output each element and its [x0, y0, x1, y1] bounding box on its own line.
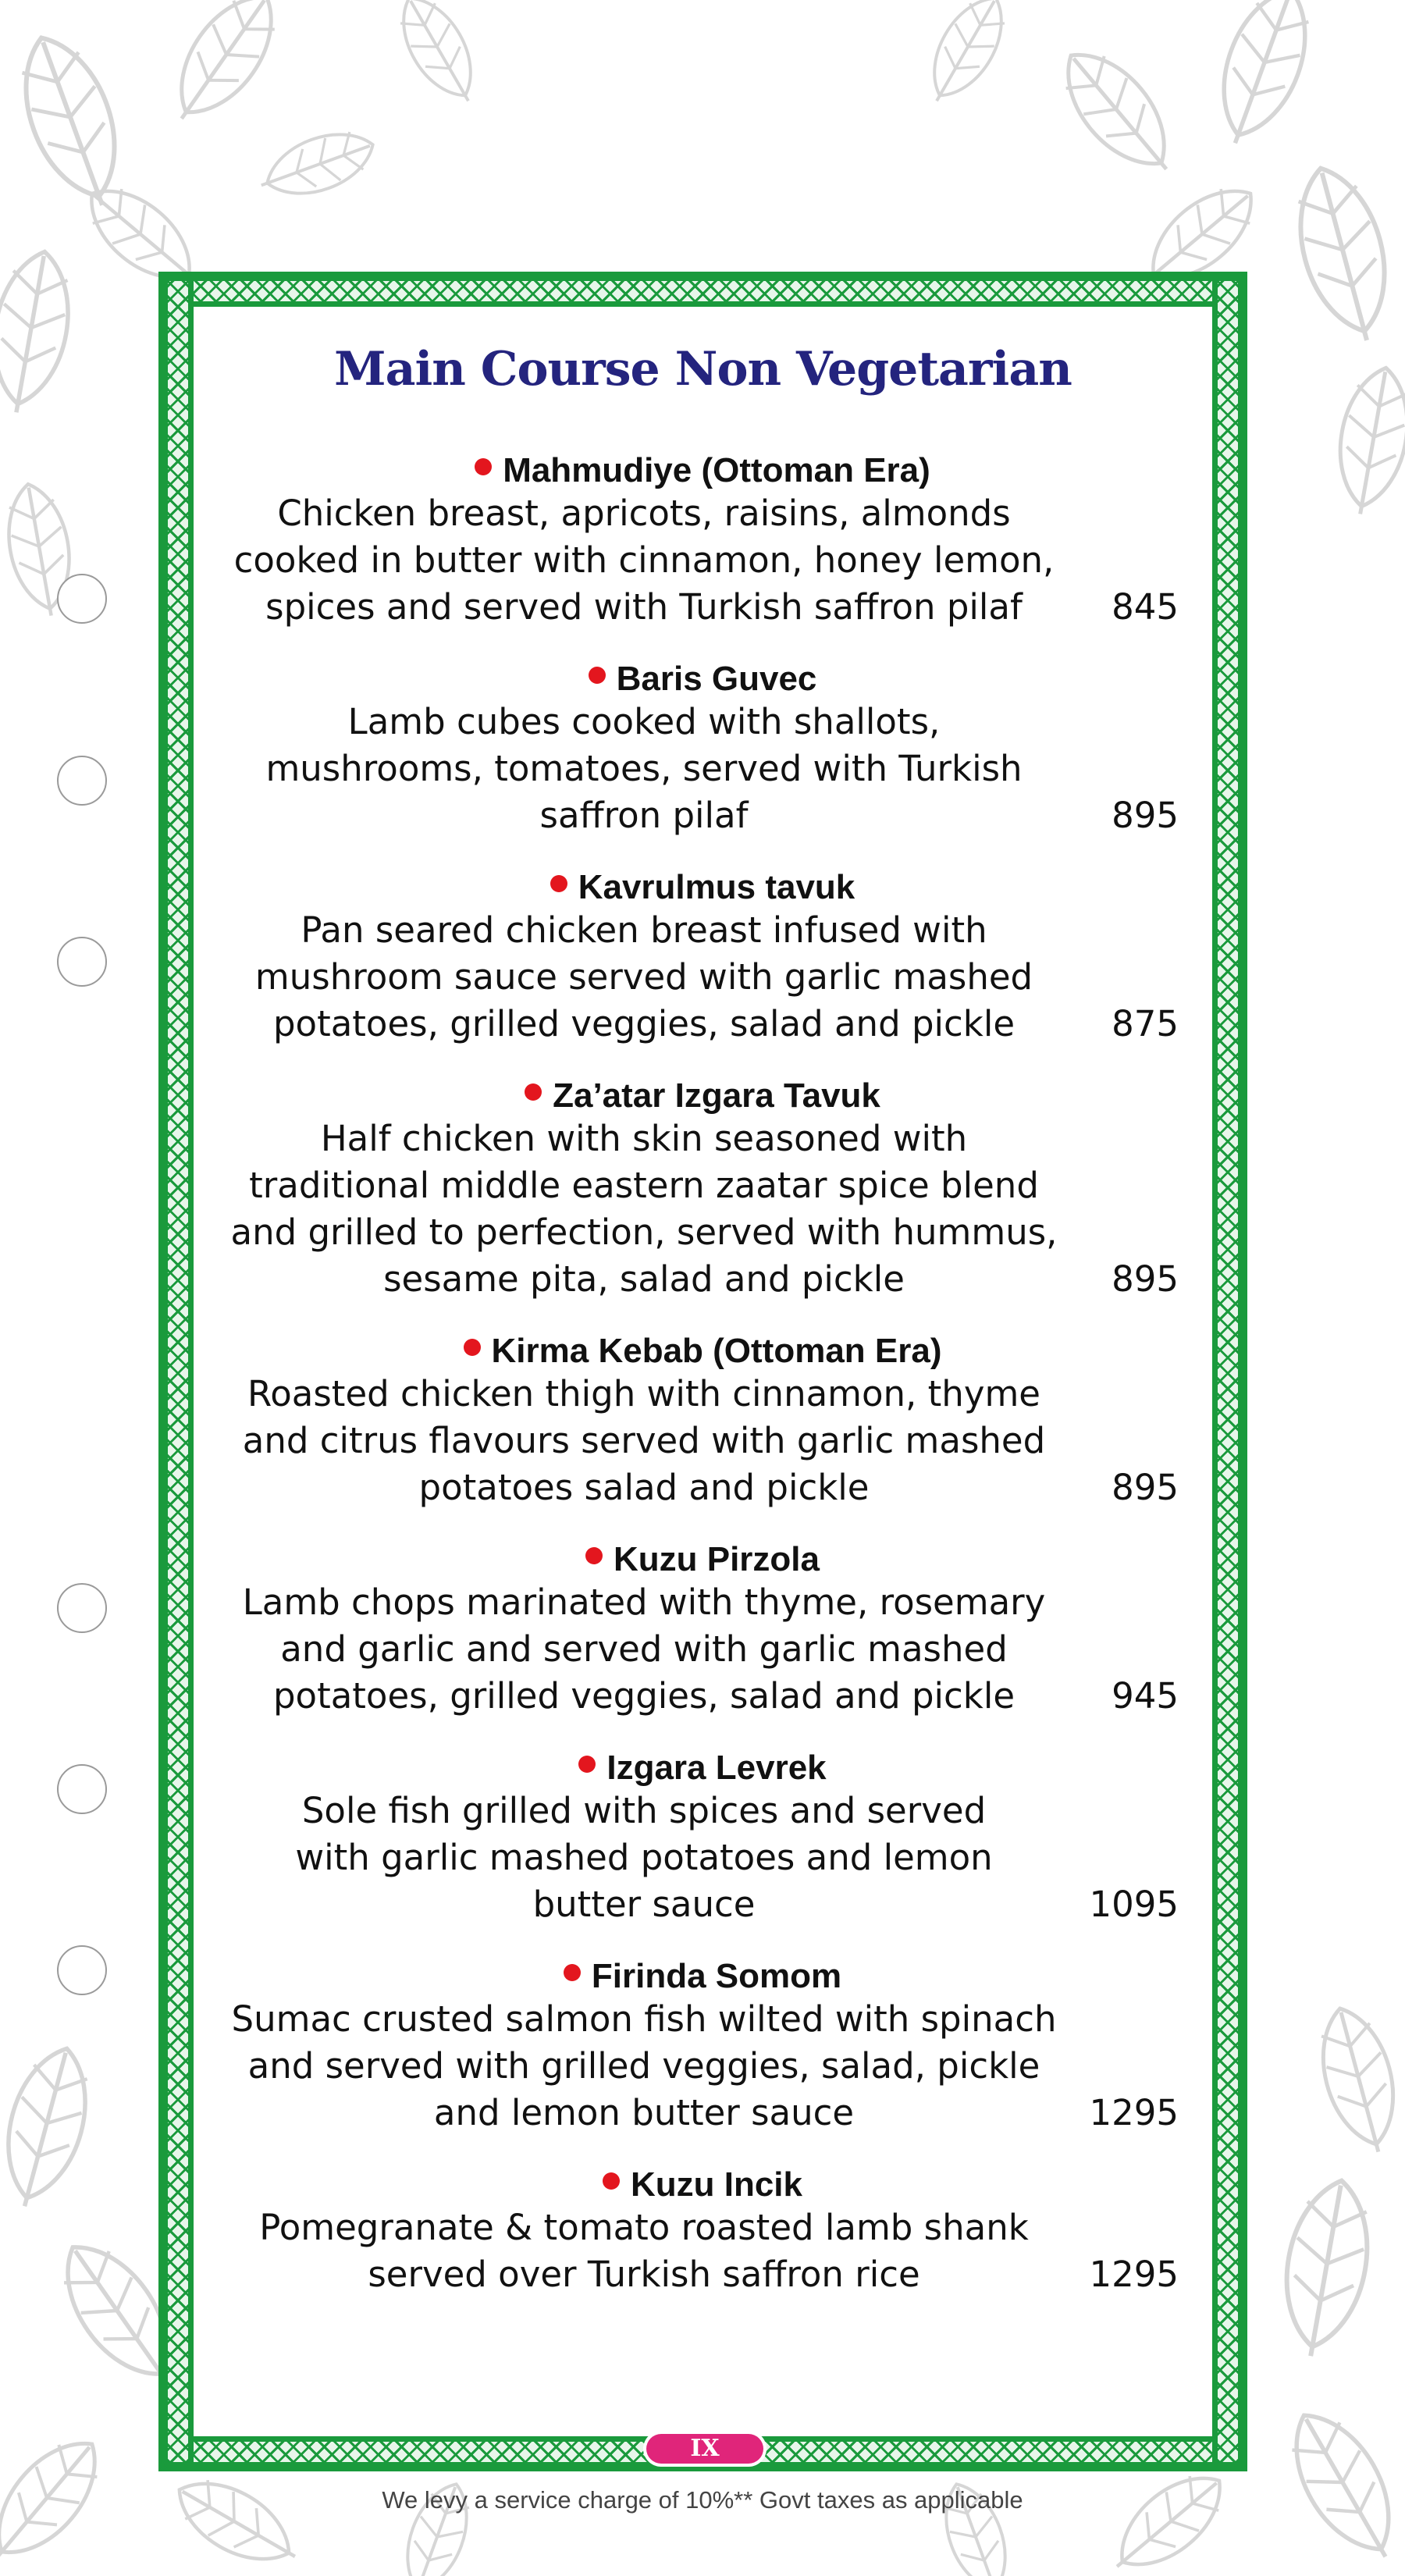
menu-item-price: 895	[1112, 795, 1179, 836]
binder-hole	[57, 937, 107, 987]
description-line: Half chicken with skin seasoned with	[320, 1118, 968, 1159]
menu-item-name-row	[226, 1957, 1179, 1996]
menu-item-name-row	[226, 1332, 1179, 1371]
menu-section-title: Main Course Non Vegetarian	[334, 342, 1072, 397]
binder-hole	[57, 574, 107, 624]
description-line: Pomegranate & tomato roasted lamb shank	[259, 2207, 1029, 2248]
bullet-icon	[589, 667, 606, 684]
binder-hole	[57, 1764, 107, 1814]
description-line: and citrus flavours served with garlic mashed	[242, 1420, 1046, 1461]
description-line: spices and served with Turkish saffron pilaf	[265, 586, 1023, 628]
menu-item	[226, 1332, 1179, 1511]
description-line: sesame pita, salad and pickle	[383, 1258, 905, 1300]
description-line: Pan seared chicken breast infused with	[301, 909, 987, 951]
menu-item-price: 875	[1112, 1003, 1179, 1044]
description-line: potatoes, grilled veggies, salad and pickle	[272, 1675, 1016, 1717]
menu-item-description	[226, 1371, 1179, 1511]
description-line: mushroom sauce served with garlic mashed	[254, 956, 1033, 998]
menu-item-name: Kuzu Incik	[630, 2165, 803, 2204]
service-charge-note: We levy a service charge of 10%** Govt taxes as applicable	[382, 2486, 1023, 2514]
description-line: cooked in butter with cinnamon, honey lemon,	[233, 539, 1055, 581]
menu-item-name-row	[226, 868, 1179, 907]
menu-item-price: 945	[1112, 1675, 1179, 1717]
bullet-icon	[464, 1339, 481, 1356]
bullet-icon	[603, 2172, 620, 2190]
menu-item	[226, 1540, 1179, 1720]
menu-item-name: Kirma Kebab (Ottoman Era)	[491, 1332, 942, 1370]
menu-item	[226, 660, 1179, 839]
menu-item-name: Baris Guvec	[616, 660, 817, 698]
bullet-icon	[578, 1756, 596, 1773]
description-line: and garlic and served with garlic mashed	[280, 1628, 1008, 1670]
description-line: Lamb cubes cooked with shallots,	[347, 701, 941, 742]
menu-item-price: 1295	[1089, 2254, 1179, 2295]
border-pattern-top	[168, 281, 1238, 307]
menu-item-name: Kavrulmus tavuk	[578, 868, 855, 906]
menu-item-price: 895	[1112, 1467, 1179, 1508]
menu-item-name-row	[226, 1749, 1179, 1788]
description-line: Sole fish grilled with spices and served	[301, 1790, 987, 1831]
description-line: butter sauce	[532, 1884, 756, 1925]
binder-hole	[57, 756, 107, 806]
menu-item-description	[226, 1579, 1179, 1720]
menu-item	[226, 451, 1179, 631]
menu-item-name-row	[226, 660, 1179, 699]
menu-item-description	[226, 907, 1179, 1048]
border-pattern-left	[168, 281, 194, 2462]
menu-item-name: Firinda Somom	[591, 1957, 842, 1995]
bullet-icon	[585, 1547, 603, 1564]
description-line: and served with grilled veggies, salad, pickle	[247, 2045, 1040, 2087]
menu-item-name: Kuzu Pirzola	[613, 1540, 820, 1578]
description-line: and grilled to perfection, served with hummus,	[230, 1212, 1058, 1253]
menu-item-description	[226, 2204, 1179, 2298]
menu-item-description	[226, 1115, 1179, 1303]
description-line: saffron pilaf	[539, 795, 749, 836]
page-number-badge: IX	[646, 2434, 763, 2464]
menu-item	[226, 868, 1179, 1048]
bullet-icon	[550, 875, 567, 892]
description-line: served over Turkish saffron rice	[368, 2254, 920, 2295]
menu-item	[226, 1957, 1179, 2137]
menu-item-description	[226, 699, 1179, 839]
description-line: mushrooms, tomatoes, served with Turkish	[265, 748, 1023, 789]
menu-item-name: Izgara Levrek	[606, 1749, 827, 1787]
menu-item-name-row	[226, 451, 1179, 490]
description-line: Lamb chops marinated with thyme, rosemary	[242, 1582, 1046, 1623]
binder-hole	[57, 1945, 107, 1995]
menu-item-description	[226, 1996, 1179, 2137]
description-line: potatoes salad and pickle	[418, 1467, 870, 1508]
description-line: traditional middle eastern zaatar spice blend	[249, 1165, 1039, 1206]
border-pattern-right	[1212, 281, 1238, 2462]
menu-item-price: 1095	[1089, 1884, 1179, 1925]
menu-item-name-row	[226, 2165, 1179, 2204]
menu-item-name: Mahmudiye (Ottoman Era)	[503, 451, 930, 489]
description-line: potatoes, grilled veggies, salad and pickle	[272, 1003, 1016, 1044]
bullet-icon	[475, 458, 492, 475]
bullet-icon	[525, 1083, 542, 1101]
description-line: with garlic mashed potatoes and lemon	[295, 1837, 993, 1878]
menu-item-description	[226, 490, 1179, 631]
description-line: Roasted chicken thigh with cinnamon, thyme	[247, 1373, 1040, 1414]
menu-item-price: 845	[1112, 586, 1179, 628]
bullet-icon	[564, 1964, 581, 1981]
description-line: Sumac crusted salmon fish wilted with spinach	[231, 1998, 1057, 2040]
description-line: Chicken breast, apricots, raisins, almonds	[277, 493, 1011, 534]
menu-item-description	[226, 1788, 1179, 1928]
menu-item-price: 895	[1112, 1258, 1179, 1300]
menu-item	[226, 1076, 1179, 1303]
binder-hole	[57, 1583, 107, 1633]
menu-item-name-row	[226, 1540, 1179, 1579]
menu-item-name-row	[226, 1076, 1179, 1115]
menu-item	[226, 1749, 1179, 1928]
menu-item	[226, 2165, 1179, 2298]
description-line: and lemon butter sauce	[433, 2092, 855, 2133]
menu-item-name: Za’atar Izgara Tavuk	[553, 1076, 880, 1115]
menu-item-price: 1295	[1089, 2092, 1179, 2133]
